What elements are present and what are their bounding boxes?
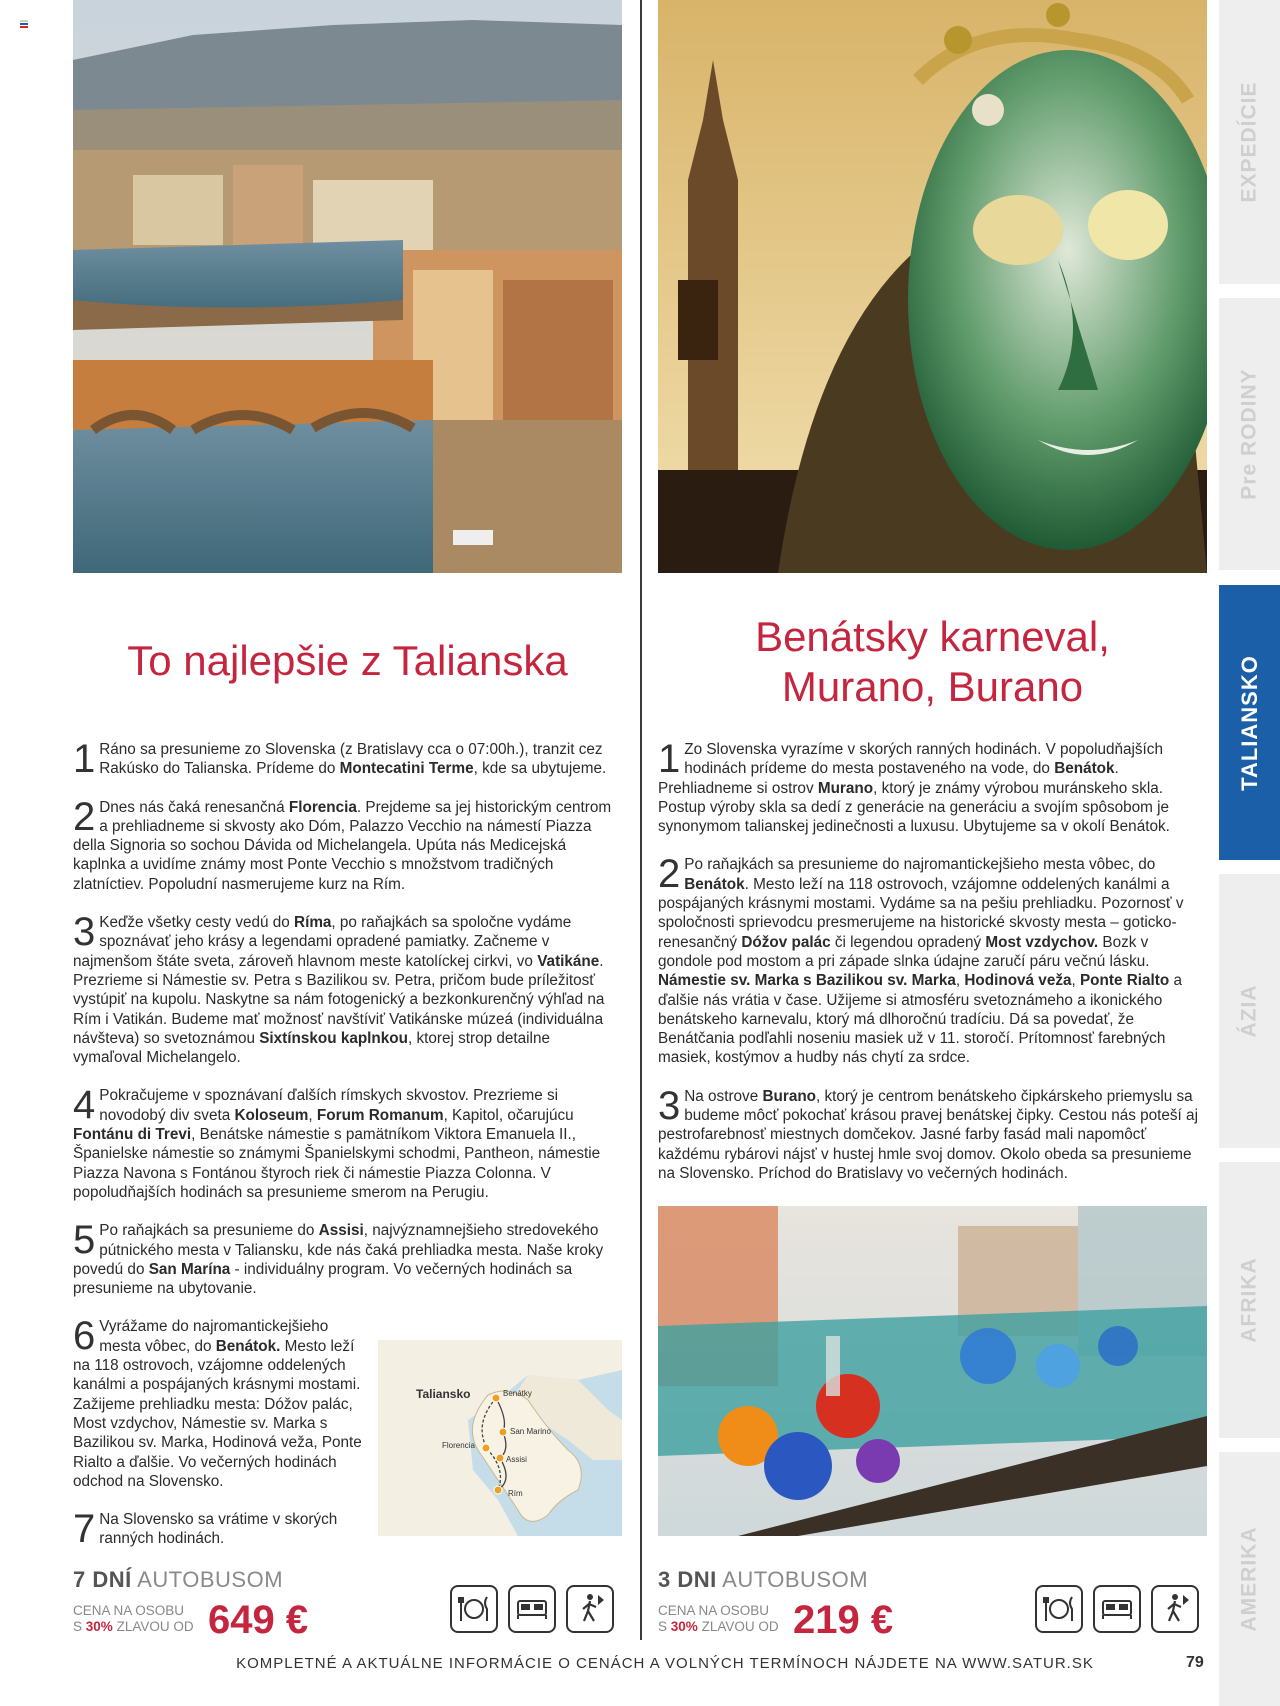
bed-icon [1093,1585,1141,1633]
right-title-line2: Murano, Burano [781,663,1084,710]
step-highlight: Koloseum [234,1106,309,1124]
step-number: 3 [658,1083,681,1128]
step-text: . Prejdeme sa jej historickým centrom a prehliadneme si skvosty ako Dóm, Palazzo Vecchio na námestí Piazza della Signoria so sochou Dávida od Michelangela. Upúta nás Medicejská kaplnka a uvidíme známy most Ponte Vecchio s množstvom tradičných zlatníctiev. Popoludní nasmerujeme kurz na Rím. [73,798,612,893]
left-step-4 [73,1083,622,1202]
step-text: Dnes nás čaká renesančná [99,798,289,816]
step-highlight: Forum Romanum [316,1106,444,1124]
left-amenity-icons [450,1585,614,1633]
step-text: Keďže všetky cesty vedú do [99,914,295,932]
step-text: - individuálny program. Vo večerných hodinách sa presunieme na ubytovanie. [73,1260,573,1298]
step-highlight: Ríma [294,914,332,932]
right-itinerary [658,737,1207,1202]
right-amenity-icons [1035,1585,1199,1633]
right-step-2 [658,852,1207,1067]
step-text: , [1071,972,1080,990]
step-text: , po raňajkách sa spoločne vydáme spoznávať jeho krásy a legendami opradené pamiatky. Začneme v najmenšom štáte sveta, zároveň hlavnom meste katolíckej cirkvi, vo [73,914,572,970]
step-highlight: Ponte Rialto [1079,972,1170,990]
right-step-3 [658,1083,1207,1183]
step-highlight: Florencia [288,798,357,816]
step-text: Pokračujeme v spoznávaní ďalších rímskych skvostov. Prezrieme si novodobý div sveta [99,1087,559,1124]
left-price: 649 € [208,1598,309,1642]
florence-photo [73,0,622,573]
duration-type: AUTOBUSOM [137,1567,284,1592]
price-label-pre: S [73,1619,83,1634]
step-text: , ktorý je známy výrobou muránskeho skla. Postup výroby skla sa dedí z generácie na generáciu a svojím spôsobom je synonymom talianskej jedinečnosti a luxusu. Ubytujeme sa v okolí Benátok. [658,779,1170,836]
walking-tour-icon [1151,1585,1199,1633]
step-highlight: Vatikáne [537,952,600,970]
tab-label: EXPEDÍCIE [1237,81,1261,203]
murano-glass-photo [658,1206,1207,1536]
route-map [378,1340,622,1536]
step-text: Mesto leží na 118 ostrovoch, vzájomne oddelených kanálmi a pospájaných krásnymi mostami. Zažijeme prehliadku mesta: Dóžov palác, Most vzdychov, Námestie sv. Marka s Bazilikou sv. Marka, Hodinová veža, Ponte Rialto a ďalšie. Vo večerných hodinách odchod na Slovensko. [73,1337,362,1490]
price-discount: 30% [670,1619,698,1634]
price-label-line: CENA NA OSOBU [658,1603,770,1618]
map-city-benatky: Benátky [503,1389,532,1398]
left-price-label [73,1603,194,1635]
meal-icon [1035,1585,1083,1633]
step-text: Po raňajkách sa presunieme do [99,1222,319,1240]
map-city-san-marino: San Marino [510,1427,551,1436]
tab-label: TALIANSKO [1236,654,1262,791]
duration-days: 3 DNI [658,1567,717,1592]
step-text: . Prehliadneme si ostrov [658,760,1119,797]
side-navigation [1219,0,1280,1706]
left-step-5 [73,1218,622,1298]
left-step-2 [73,794,622,894]
step-text: Vyrážame do najromantickejšieho mesta vôbec, do [99,1318,329,1355]
step-highlight: Most vzdychov. [985,933,1099,951]
duration-type: AUTOBUSOM [722,1567,869,1592]
tab-label: Pre RODINY [1237,368,1261,500]
step-text: či legendou opradený [830,933,986,951]
step-highlight: Sixtínskou kaplnkou [259,1029,408,1047]
step-highlight: Dóžov palác [741,933,831,951]
step-text: , Kapitol, očarujúcu [443,1106,574,1124]
step-number: 3 [73,910,96,955]
step-number: 4 [73,1083,96,1128]
column-divider [640,0,642,1640]
map-city-rim: Rím [508,1489,523,1498]
step-text: Ráno sa presunieme zo Slovenska (z Bratislavy cca o 07:00h.), tranzit cez Rakúsko do Talianska. Prídeme do [99,741,603,778]
meal-icon [450,1585,498,1633]
step-text: , Benátske námestie s pamätníkom Viktora Emanuela II., Španielske námestie so známymi Španielskymi schodmi, Pantheon, námestie Piazza Navona s Fontánou štyroch riek či námestie Piazza Colonna. V popoludňajších hodinách sa presunieme smerom na Perugiu. [73,1126,601,1201]
step-highlight: Assisi [318,1222,364,1240]
step-text: , kde sa ubytujeme. [473,760,607,778]
right-price: 219 € [793,1598,894,1642]
left-step-3 [73,910,622,1067]
left-step-6 [73,1314,363,1491]
step-text: , ktorý je centrom benátskeho čipkárskeho priemyslu sa budeme môcť pokochať krásou pravej benátskej čipky. Cestou nás poteší aj pestrofarebnosť miestnych domčekov. Jasné farby fasád mali napomôcť každému rybárovi nájsť v hustej hmle svoj domov. Okolo obeda sa presunieme na Slovensko. Príchod do Bratislavy vo večerných hodinách. [658,1087,1198,1182]
left-title: To najlepšie z Talianska [127,637,568,684]
step-number: 2 [658,852,681,897]
step-text: , [955,972,965,990]
step-highlight: Benátok [684,875,745,893]
price-discount: 30% [85,1619,113,1634]
step-text: Na Slovensko sa vrátime v skorých ranných hodinách. [99,1511,338,1548]
right-title [658,612,1207,712]
right-step-1 [658,737,1207,836]
tab-pre-rodiny[interactable] [1219,298,1280,570]
step-highlight: Montecatini Terme [339,760,474,778]
walking-tour-icon [566,1585,614,1633]
step-text: , najvýznamnejšieho stredovekého pútnického mesta v Taliansku, kde nás čaká prehliadka mesta. Naše kroky povedú do [73,1222,604,1278]
step-highlight: Benátok [1054,760,1115,778]
price-label-post: ZLAVOU OD [701,1619,779,1634]
tab-expedicie[interactable] [1219,0,1280,284]
price-label-post: ZLAVOU OD [116,1619,194,1634]
tab-label: AFRIKA [1237,1257,1261,1343]
step-highlight: Hodinová veža [964,972,1072,990]
map-city-florencia: Florencia [442,1441,475,1450]
step-highlight: San Marína [148,1260,231,1278]
step-text: , ktorej strop detailne vymaľoval Michelangelo. [73,1029,550,1067]
price-label-line: CENA NA OSOBU [73,1603,185,1618]
step-number: 1 [73,737,96,781]
page-number: 79 [1186,1654,1204,1671]
step-text: Zo Slovenska vyrazíme v skorých ranných hodinách. V popoludňajších hodinách prídeme do mesta postaveného na vode, do [684,741,1163,778]
step-text: , [308,1106,317,1124]
step-number: 6 [73,1314,96,1359]
carnival-mask-photo [658,0,1207,573]
step-text: Po raňajkách sa presunieme do najromantickejšieho mesta vôbec, do [684,856,1156,874]
step-text: Na ostrove [684,1087,763,1105]
tab-label: ÁZIA [1237,984,1261,1038]
step-number: 2 [73,794,96,839]
left-duration [73,1567,283,1593]
left-step-7 [73,1507,363,1552]
tab-afrika[interactable] [1219,1162,1280,1438]
step-number: 7 [73,1507,96,1552]
step-number: 5 [73,1218,96,1263]
map-country-label: Taliansko [416,1387,471,1401]
bed-icon [508,1585,556,1633]
step-text: Bozk v gondole pod mostom a pri západe slnka údajne zaručí páru večnú lásku. [658,933,1150,970]
step-text: a ďalšie nás vrátia v čase. Užijeme si atmosféru svetoznámeho a ikonického benátskeho karnevalu, ktorý má dlhoročnú tradíciu. Dá sa povedať, že Benátčania podľahli noseniu masiek už v 11. storočí. Prítomnosť farebných masiek, kostýmov a hudby nás chytí za srdce. [658,972,1182,1067]
price-label-pre: S [658,1619,668,1634]
tab-taliansko[interactable] [1219,585,1280,860]
footer-info: KOMPLETNÉ A AKTUÁLNE INFORMÁCIE O CENÁCH A VOLNÝCH TERMÍNOCH NÁJDETE NA WWW.SATUR.SK [236,1655,1094,1672]
left-step-1 [73,737,622,781]
step-highlight: Námestie sv. Marka s Bazilikou sv. Marka [658,972,956,990]
right-price-label [658,1603,779,1635]
step-highlight: Fontánu di Trevi [73,1126,192,1144]
step-text: . Mesto leží na 118 ostrovoch, vzájomne oddelených kanálmi a pospájaných krásnymi mostami. Vydáme sa na pešiu prehliadku. Pozornosť v spoločnosti sprievodcu presmerujeme na historické skvosty mesta – goticko-renesančný [658,875,1184,951]
step-highlight: Burano [762,1087,817,1105]
step-text: . Prezrieme si Námestie sv. Petra s Bazilikou sv. Petra, pričom bude príležitosť vystúpiť na kupolu. Naskytne sa nám fotogenický a bezkonkurenčný výhľad na Rím i Vatikán. Budeme mať možnosť navštíviť Vatikánske múzeá (individuálna návšteva) so svetoznámou [73,952,605,1047]
right-duration [658,1567,868,1593]
tab-azia[interactable] [1219,874,1280,1148]
step-highlight: Benátok. [215,1337,281,1355]
tab-label: AMERIKA [1237,1526,1261,1632]
map-city-assisi: Assisi [506,1455,527,1464]
step-highlight: Murano [817,779,874,797]
step-number: 1 [658,737,681,781]
flag-icon [20,20,28,28]
right-title-line1: Benátsky karneval, [755,613,1110,660]
duration-days: 7 DNÍ [73,1567,132,1592]
